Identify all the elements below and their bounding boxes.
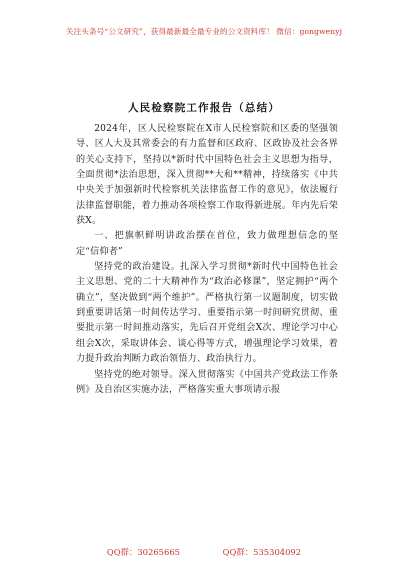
section-heading-1: 一、把旗帜鲜明讲政治摆在首位，致力做理想信念的坚定“信仰者”	[76, 231, 338, 257]
document-title: 人民检察院工作报告（总结）	[127, 102, 281, 114]
paragraph-intro: 2024年，区人民检察院在X市人民检察院和区委的坚强领导、区人大及其常委会的有力监督和区政府、区政协及社会各界的关心支持下，坚持以*新时代中国特色社会主义思想为指导，全面贯彻*法治思想，深入贯彻**大和**精神，持续落实《中共中央关于加强新时代检察机关法律监督工作的意见》，依法履行法律监督职能，着力推动各项检察工作取得新进展。年内先后荣获X。	[76, 124, 338, 227]
footer-qq-group-1: QQ群：30265665	[106, 547, 180, 557]
paragraph-political-building: 坚持党的政治建设。扎深入学习贯彻*新时代中国特色社会主义思想、党的二十大精神作为“政治必修课”，坚定拥护“两个确立”，坚决做到“两个维护”。严格执行第一议题制度，切实做到重要讲话第一时间传达学习、重要指示第一时间研究贯彻、重要批示第一时间推动落实，先后召开党组会X次、理论学习中心组会X次，采取讲体会、谈心得等方式，增强理论学习效果，着力提升政治判断力政治领悟力、政治执行力。	[76, 262, 338, 365]
document-body	[76, 122, 338, 398]
footer-contact	[0, 546, 408, 558]
header-banner: 关注头条号“公文研究”，获得最新最全最专业的公文资料库！ 微信：gongwenyj	[65, 27, 343, 36]
footer-qq-group-2: QQ群：535304092	[222, 547, 302, 557]
paragraph-party-leadership: 坚持党的绝对领导。深入贯彻落实《中国共产党政法工作条例》及自治区实施办法，严格落实重大事项请示报	[76, 369, 338, 395]
